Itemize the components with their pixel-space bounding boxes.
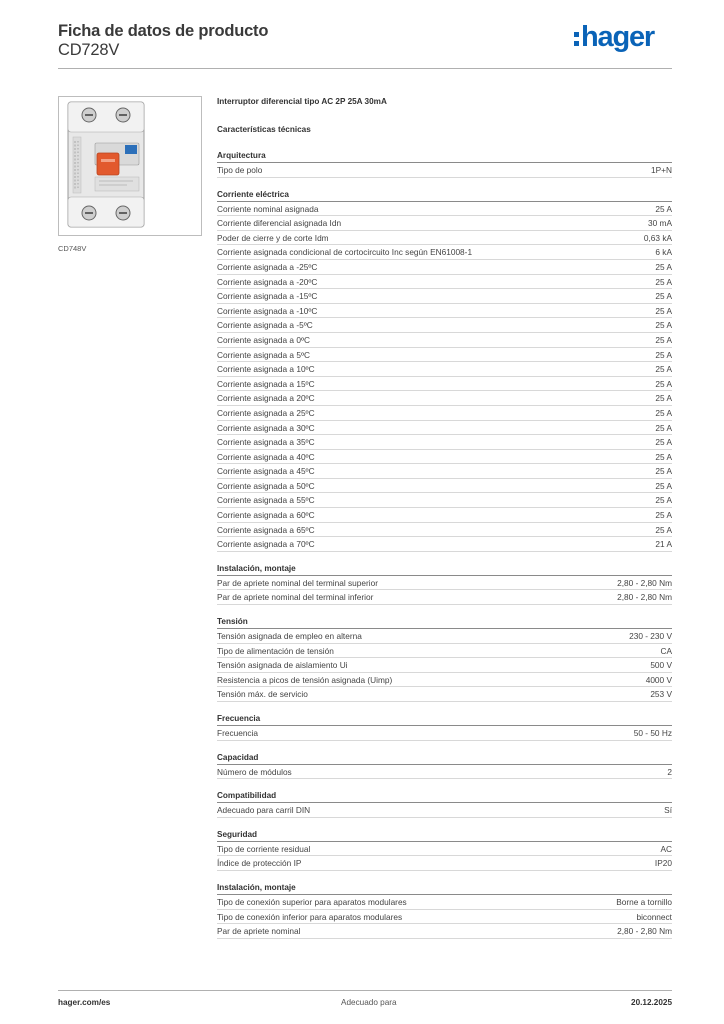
spec-value: 25 A	[655, 393, 672, 404]
residual-current-device-icon	[67, 101, 145, 228]
spec-value: 30 mA	[648, 218, 672, 229]
spec-value: 25 A	[655, 524, 672, 535]
spec-row	[217, 333, 672, 348]
section-title: Tensión	[217, 616, 672, 629]
spec-row	[217, 924, 672, 939]
spec-value: 25 A	[655, 320, 672, 331]
product-image	[58, 96, 202, 236]
spec-row	[217, 275, 672, 290]
spec-label: Corriente asignada a 30ºC	[217, 422, 315, 433]
spec-value: 25 A	[655, 305, 672, 316]
spec-label: Corriente asignada a 0ºC	[217, 334, 310, 345]
logo-dots-icon	[574, 32, 579, 46]
spec-row	[217, 644, 672, 659]
footer-date: 20.12.2025	[631, 998, 672, 1007]
page-title: Ficha de datos de producto	[58, 22, 269, 40]
spec-value: IP20	[654, 858, 672, 869]
spec-value: 50 - 50 Hz	[633, 728, 672, 738]
spec-row	[217, 629, 672, 644]
spec-label: Corriente asignada a 35ºC	[217, 437, 315, 448]
spec-value: 4000 V	[645, 674, 672, 685]
spec-value: 1P+N	[651, 165, 672, 175]
spec-row	[217, 163, 672, 178]
hager-logo	[574, 20, 654, 54]
page-header	[58, 20, 672, 70]
product-name: Interruptor diferencial tipo AC 2P 25A 30mA	[217, 97, 387, 106]
section-title: Instalación, montaje	[217, 882, 672, 895]
spec-row	[217, 318, 672, 333]
spec-value: 500 V	[650, 660, 672, 671]
spec-row	[217, 260, 672, 275]
spec-value: 25 A	[655, 407, 672, 418]
spec-value: 0,63 kA	[643, 232, 672, 243]
spec-value: Borne a tornillo	[616, 896, 672, 907]
spec-value: 25 A	[655, 291, 672, 302]
spec-label: Corriente asignada a 15ºC	[217, 378, 315, 389]
spec-value: 2,80 - 2,80 Nm	[617, 577, 672, 588]
spec-value: 25 A	[655, 495, 672, 506]
spec-label: Corriente nominal asignada	[217, 203, 319, 214]
spec-row	[217, 687, 672, 702]
spec-value: CA	[660, 645, 672, 656]
spec-label: Par de apriete nominal del terminal inferior	[217, 592, 374, 603]
spec-label: Corriente asignada a -10ºC	[217, 305, 318, 316]
spec-label: Corriente asignada a 50ºC	[217, 480, 315, 491]
footer-divider	[58, 990, 672, 991]
spec-label: Corriente asignada a -20ºC	[217, 276, 318, 287]
spec-label: Número de módulos	[217, 766, 292, 777]
spec-row	[217, 421, 672, 436]
spec-row	[217, 803, 672, 818]
section-title: Seguridad	[217, 829, 672, 842]
spec-label: Corriente diferencial asignada Idn	[217, 218, 342, 229]
spec-row	[217, 658, 672, 673]
section-title: Capacidad	[217, 752, 672, 765]
section-title: Arquitectura	[217, 150, 672, 163]
spec-value: 25 A	[655, 510, 672, 521]
spec-label: Poder de cierre y de corte Idm	[217, 232, 329, 243]
spec-row	[217, 523, 672, 538]
spec-label: Tipo de conexión inferior para aparatos modulares	[217, 911, 403, 922]
spec-row	[217, 673, 672, 688]
product-reference: CD728V	[58, 41, 120, 59]
spec-value: 25 A	[655, 349, 672, 360]
spec-row	[217, 590, 672, 605]
spec-label: Corriente asignada a 40ºC	[217, 451, 315, 462]
spec-label: Corriente asignada a 60ºC	[217, 510, 315, 521]
spec-value: 25 A	[655, 466, 672, 477]
logo-wordmark: hager	[581, 21, 654, 53]
spec-row	[217, 289, 672, 304]
spec-label: Corriente asignada a 45ºC	[217, 466, 315, 477]
spec-row	[217, 245, 672, 260]
spec-label: Corriente asignada a -25ºC	[217, 261, 318, 272]
image-caption: CD748V	[58, 244, 87, 253]
footer-website: hager.com/es	[58, 998, 111, 1007]
spec-label: Tensión asignada de aislamiento Ui	[217, 660, 348, 671]
spec-row	[217, 304, 672, 319]
spec-label: Índice de protección IP	[217, 858, 302, 869]
spec-row	[217, 493, 672, 508]
section-title: Compatibilidad	[217, 790, 672, 803]
spec-label: Corriente asignada a 10ºC	[217, 364, 315, 375]
spec-label: Tipo de conexión superior para aparatos modulares	[217, 896, 407, 907]
spec-label: Corriente asignada a 20ºC	[217, 393, 315, 404]
spec-row	[217, 391, 672, 406]
spec-value: 253 V	[650, 689, 672, 700]
section-title: Corriente eléctrica	[217, 189, 672, 202]
spec-row	[217, 856, 672, 871]
spec-row	[217, 362, 672, 377]
spec-value: Sí	[664, 805, 672, 816]
spec-row	[217, 450, 672, 465]
spec-row	[217, 231, 672, 246]
header-divider	[58, 68, 672, 69]
spec-row	[217, 508, 672, 523]
spec-label: Corriente asignada a 55ºC	[217, 495, 315, 506]
spec-label: Corriente asignada a 70ºC	[217, 539, 315, 550]
spec-label: Tipo de polo	[217, 165, 263, 175]
spec-value: 25 A	[655, 276, 672, 287]
spec-value: 2,80 - 2,80 Nm	[617, 926, 672, 937]
spec-row	[217, 895, 672, 910]
spec-content	[217, 96, 672, 939]
spec-row	[217, 910, 672, 925]
spec-label: Resistencia a picos de tensión asignada (Uimp)	[217, 674, 393, 685]
spec-row	[217, 479, 672, 494]
spec-value: 25 A	[655, 451, 672, 462]
spec-row	[217, 464, 672, 479]
spec-label: Tipo de corriente residual	[217, 843, 311, 854]
spec-value: biconnect	[636, 911, 672, 922]
spec-label: Frecuencia	[217, 728, 259, 738]
spec-label: Corriente asignada a 25ºC	[217, 407, 315, 418]
spec-label: Tensión asignada de empleo en alterna	[217, 631, 362, 642]
spec-row	[217, 406, 672, 421]
spec-row	[217, 377, 672, 392]
spec-row	[217, 537, 672, 552]
spec-row	[217, 576, 672, 591]
spec-value: 25 A	[655, 480, 672, 491]
spec-value: 25 A	[655, 437, 672, 448]
footer-note: Adecuado para	[341, 998, 397, 1007]
spec-row	[217, 348, 672, 363]
spec-sections	[217, 150, 672, 939]
spec-label: Tensión máx. de servicio	[217, 689, 308, 700]
spec-label: Corriente asignada a -5ºC	[217, 320, 313, 331]
spec-label: Corriente asignada a -15ºC	[217, 291, 318, 302]
characteristics-heading: Características técnicas	[217, 125, 311, 134]
spec-row	[217, 435, 672, 450]
spec-label: Tipo de alimentación de tensión	[217, 645, 334, 656]
spec-row	[217, 842, 672, 857]
spec-label: Adecuado para carril DIN	[217, 805, 311, 816]
spec-value: 2,80 - 2,80 Nm	[617, 592, 672, 603]
spec-value: 6 kA	[655, 247, 672, 258]
section-title: Frecuencia	[217, 713, 672, 726]
spec-row	[217, 202, 672, 217]
spec-value: AC	[660, 843, 672, 854]
spec-value: 2	[667, 766, 672, 777]
spec-label: Par de apriete nominal del terminal superior	[217, 577, 378, 588]
spec-value: 25 A	[655, 334, 672, 345]
spec-label: Corriente asignada a 5ºC	[217, 349, 310, 360]
spec-value: 25 A	[655, 261, 672, 272]
spec-value: 25 A	[655, 203, 672, 214]
spec-value: 25 A	[655, 364, 672, 375]
spec-label: Par de apriete nominal	[217, 926, 301, 937]
spec-label: Corriente asignada a 65ºC	[217, 524, 315, 535]
spec-row	[217, 216, 672, 231]
spec-value: 230 - 230 V	[629, 631, 672, 642]
spec-value: 21 A	[655, 539, 672, 550]
spec-value: 25 A	[655, 422, 672, 433]
section-title: Instalación, montaje	[217, 563, 672, 576]
spec-row	[217, 726, 672, 741]
spec-label: Corriente asignada condicional de cortocircuito Inc según EN61008-1	[217, 247, 473, 258]
spec-value: 25 A	[655, 378, 672, 389]
spec-row	[217, 765, 672, 780]
